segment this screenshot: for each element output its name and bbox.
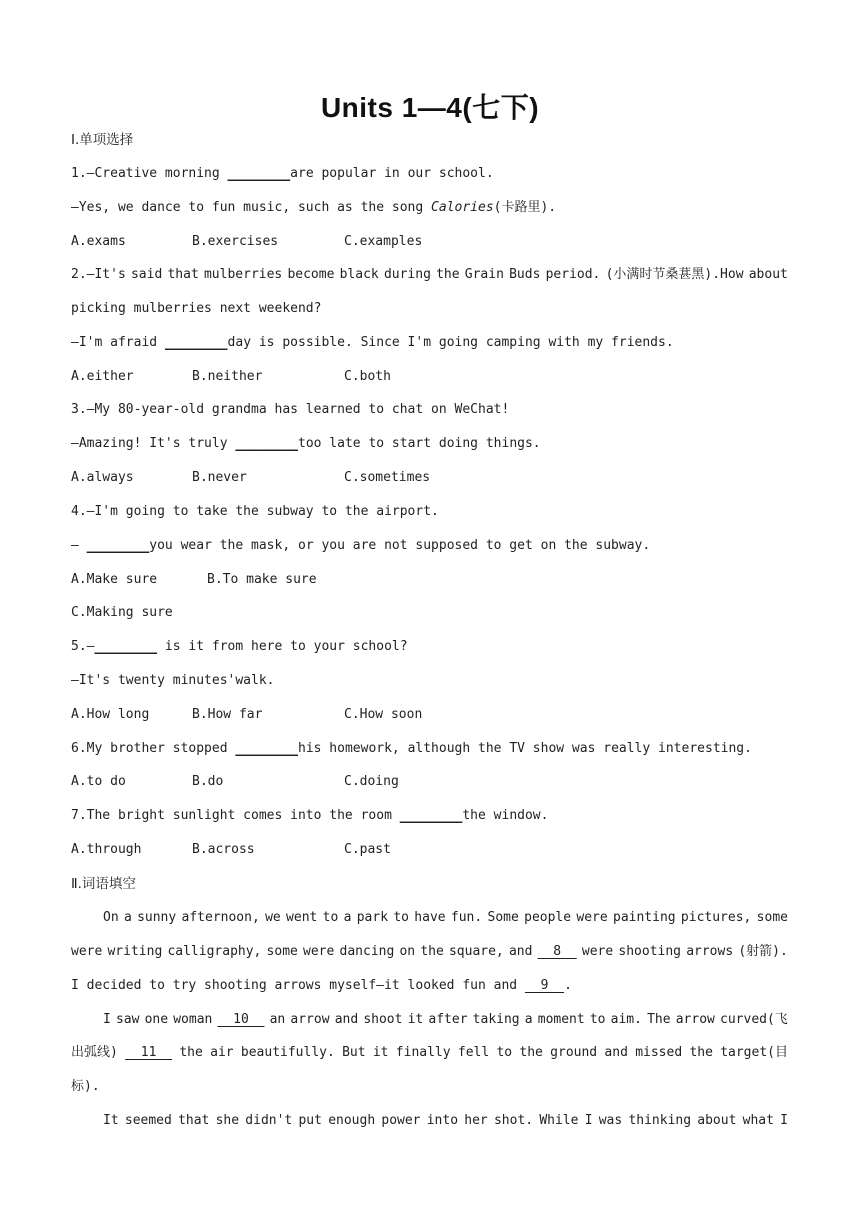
word: were — [71, 944, 103, 959]
word: afternoon, — [181, 910, 260, 925]
word: about — [748, 267, 788, 282]
word: to — [393, 910, 409, 925]
blank-9: 9 — [524, 978, 565, 993]
word: some — [266, 944, 298, 959]
word: beautifully. — [240, 1045, 335, 1060]
word: (射箭). — [738, 944, 788, 959]
word: sunny — [137, 910, 177, 925]
word: thinking — [628, 1113, 692, 1128]
q3-blank: ________ — [235, 436, 298, 451]
q3-option-c: C.sometimes — [344, 470, 431, 485]
word: have — [414, 910, 446, 925]
q3-reply-end: too late to start doing things. — [298, 436, 541, 451]
question-3-stem: 3.—My 80-year-old grandma has learned to chat on WeChat! — [71, 402, 510, 417]
word: arrows — [686, 944, 734, 959]
word: 2.—It's — [71, 267, 126, 282]
word: were — [581, 944, 614, 959]
word: it — [372, 1045, 389, 1060]
word: the — [519, 1045, 543, 1060]
word: to — [322, 910, 339, 925]
word: a — [343, 910, 352, 925]
word: park — [356, 910, 389, 925]
word: target(目 — [720, 1045, 788, 1060]
question-5-reply: —It's twenty minutes'walk. — [71, 673, 275, 688]
question-5-stem — [71, 638, 788, 656]
word: power — [381, 1113, 421, 1128]
word: a — [524, 1012, 533, 1027]
p1-line3-text: I decided to try shooting arrows myself—it looked fun and — [71, 978, 525, 993]
q7-stem-start: 7.The bright sunlight comes into the room — [71, 808, 400, 823]
q6-option-b: B.do — [192, 774, 224, 789]
word: enough — [328, 1113, 376, 1128]
passage-p1-line3 — [71, 977, 788, 995]
word: she — [215, 1113, 240, 1128]
word: arrow — [290, 1012, 330, 1027]
word: people — [524, 910, 572, 925]
section-heading-word-fill: Ⅱ.词语填空 — [71, 876, 136, 892]
word: and — [604, 1045, 628, 1060]
word: put — [298, 1113, 322, 1128]
q4-blank: ________ — [86, 538, 150, 553]
word: went — [286, 910, 318, 925]
q2-option-c: C.both — [344, 369, 391, 384]
q4-reply-start: — — [71, 538, 87, 553]
word: missed — [635, 1045, 683, 1060]
word: fun. — [450, 910, 483, 925]
question-1-reply — [71, 199, 788, 217]
word: said — [130, 267, 163, 282]
word: finally — [395, 1045, 451, 1060]
passage-p1-line2 — [71, 943, 788, 961]
word: shoot — [363, 1012, 403, 1027]
word: and — [508, 944, 533, 959]
q6-stem-end: his homework, although the TV show was really interesting. — [298, 741, 752, 756]
word: ground — [550, 1045, 598, 1060]
word: woman — [173, 1012, 213, 1027]
word: Buds — [509, 267, 541, 282]
q5-option-b: B.How far — [192, 707, 263, 722]
word: the — [420, 944, 444, 959]
q2-option-b: B.neither — [192, 369, 263, 384]
word: arrow — [675, 1012, 715, 1027]
section-heading-single-choice: Ⅰ.单项选择 — [71, 132, 134, 148]
word: was — [598, 1113, 623, 1128]
word: mulberries — [203, 267, 283, 282]
word: that — [178, 1113, 210, 1128]
word: shooting — [618, 944, 682, 959]
q4-option-a: A.Make sure — [71, 572, 158, 587]
word: aim. — [610, 1012, 642, 1027]
word: air — [210, 1045, 234, 1060]
q1-song-title: Calories — [431, 200, 494, 215]
word: what — [742, 1113, 774, 1128]
word: writing — [107, 944, 163, 959]
word: Grain — [464, 267, 504, 282]
q5-stem-end: is it from here to your school? — [157, 639, 408, 654]
q4-reply-end: you wear the mask, or you are not supposed to get on the subway. — [149, 538, 651, 553]
word: and — [334, 1012, 359, 1027]
q5-option-c: C.How soon — [344, 707, 423, 722]
word: on — [399, 944, 416, 959]
q6-option-a: A.to do — [71, 774, 126, 789]
question-3-reply — [71, 435, 788, 453]
q7-option-a: A.through — [71, 842, 142, 857]
word: square, — [448, 944, 504, 959]
blank-8: 8 — [537, 944, 577, 959]
word: the — [689, 1045, 713, 1060]
q2-reply-end: day is possible. Since I'm going camping with my friends. — [227, 335, 674, 350]
question-4-reply — [71, 537, 788, 555]
p1-line3-end: . — [564, 978, 572, 993]
word: after — [428, 1012, 468, 1027]
word: taking — [472, 1012, 520, 1027]
q3-option-a: A.always — [71, 470, 134, 485]
q4-option-b: B.To make sure — [207, 572, 317, 587]
passage-p2-line3: 标). — [71, 1079, 100, 1094]
word: dancing — [339, 944, 395, 959]
passage-p2-line2 — [71, 1044, 788, 1062]
word: On — [103, 910, 119, 925]
word: (小满时节桑葚黑).How — [605, 267, 744, 282]
word: into — [426, 1113, 459, 1128]
q3-option-b: B.never — [192, 470, 247, 485]
word: about — [697, 1113, 737, 1128]
q4-option-c: C.Making sure — [71, 605, 173, 620]
word: one — [144, 1012, 169, 1027]
word: to — [496, 1045, 513, 1060]
passage-p1-line1 — [103, 909, 788, 927]
word: painting — [613, 910, 676, 925]
word: Some — [487, 910, 519, 925]
question-1-stem — [71, 165, 788, 183]
word: her — [464, 1113, 488, 1128]
word: calligraphy, — [167, 944, 262, 959]
q5-blank: ________ — [94, 639, 158, 654]
q5-stem-start: 5.— — [71, 639, 95, 654]
word: saw — [115, 1012, 140, 1027]
word: an — [269, 1012, 286, 1027]
passage-p3-line1 — [103, 1112, 788, 1130]
q2-blank: ________ — [164, 335, 228, 350]
word: I — [584, 1113, 593, 1128]
word: a — [123, 910, 132, 925]
question-2-stem-line2: picking mulberries next weekend? — [71, 301, 322, 316]
word: fell — [457, 1045, 490, 1060]
word: While — [539, 1113, 579, 1128]
blank-11: 11 — [125, 1045, 173, 1060]
q1-reply-end: (卡路里). — [493, 200, 557, 215]
word: were — [303, 944, 335, 959]
word: black — [339, 267, 379, 282]
word: some — [756, 910, 788, 925]
word: 出弧线) — [71, 1045, 118, 1060]
q1-option-b: B.exercises — [192, 234, 279, 249]
page-title: Units 1—4(七下) — [320, 92, 540, 123]
word: But — [342, 1045, 366, 1060]
question-4-stem: 4.—I'm going to take the subway to the airport. — [71, 504, 439, 519]
word: I — [780, 1113, 788, 1128]
word: pictures, — [680, 910, 752, 925]
word: that — [167, 267, 199, 282]
q7-stem-end: the window. — [462, 808, 549, 823]
q5-option-a: A.How long — [71, 707, 150, 722]
word: shot. — [493, 1113, 534, 1128]
q1-stem-start: 1.—Creative morning — [71, 166, 228, 181]
q3-reply-start: —Amazing! It's truly — [71, 436, 236, 451]
word: It — [103, 1113, 119, 1128]
word: we — [265, 910, 281, 925]
word: it — [407, 1012, 424, 1027]
q1-reply-start: —Yes, we dance to fun music, such as the song — [71, 200, 432, 215]
q6-stem-start: 6.My brother stopped — [71, 741, 236, 756]
word: curved(飞 — [720, 1012, 788, 1027]
q1-stem-end: are popular in our school. — [290, 166, 494, 181]
word: I — [103, 1012, 111, 1027]
question-6-stem — [71, 740, 788, 758]
q2-option-a: A.either — [71, 369, 134, 384]
question-2-reply — [71, 334, 788, 352]
q7-option-b: B.across — [192, 842, 255, 857]
word: during — [383, 267, 431, 282]
q7-option-c: C.past — [344, 842, 391, 857]
word: didn't — [245, 1113, 293, 1128]
word: the — [436, 267, 460, 282]
q1-blank: ________ — [227, 166, 291, 181]
passage-p2-line1 — [103, 1011, 788, 1029]
blank-10: 10 — [217, 1012, 265, 1027]
q1-option-a: A.exams — [71, 234, 126, 249]
word: seemed — [124, 1113, 172, 1128]
word: to — [589, 1012, 606, 1027]
q6-option-c: C.doing — [344, 774, 399, 789]
question-2-stem-line1 — [71, 266, 788, 284]
word: moment — [537, 1012, 585, 1027]
word: were — [576, 910, 608, 925]
word: The — [647, 1012, 671, 1027]
q7-blank: ________ — [399, 808, 463, 823]
q1-option-c: C.examples — [344, 234, 423, 249]
word: become — [287, 267, 335, 282]
word: the — [179, 1045, 203, 1060]
q2-reply-start: —I'm afraid — [71, 335, 165, 350]
q6-blank: ________ — [235, 741, 298, 756]
word: period. — [545, 267, 601, 282]
question-7-stem — [71, 807, 788, 825]
